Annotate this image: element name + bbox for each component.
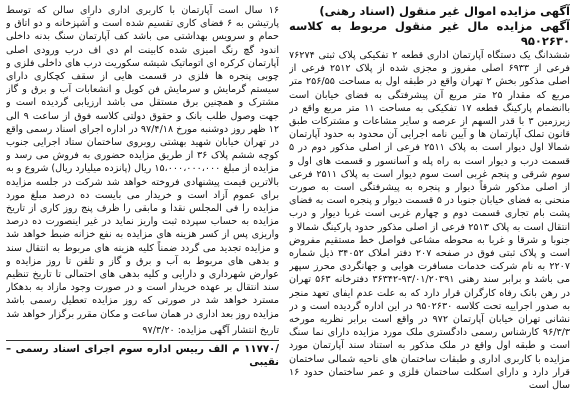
- publish-date: تاریخ انتشار آگهی مزایده: ۹۷/۳/۲۰: [142, 324, 279, 336]
- notice-body-right: ششدانگ یک دستگاه آپارتمان اداری قطعه ۲ تفکیکی پلاک ثبتی ۷۶۲۷۴ فرعی از ۶۹۳۳ اصلی مفروز و مجزی شده از پلاک ۲۵۱۲ فرعی از اصلی مذکور بخش ۲ تهران واقع در طبقه اول به مساحت ۲۵۶/۵۵ متر مربع که مقدار ۲۵ متر مربع آن پیشرفتگی به فضای خیابان است باانضمام پارکینگ قطعه ۱۷ تفکیکی به مساحت ۱۱ متر مربع واقع در زیرزمین ۳ با قدر السهم از عرصه و سایر مشاعات و مشترکات طبق قانون تملک آپارتمان ها و آیین نامه اجرایی آن محدود به حدود آپارتمان شمالا اول دیوار است به پلاک ۲۵۱۱ فرعی از اصلی مذکور دوم در ۵ قسمت درب و دیوار است به راه پله و آسانسور و قسمت های اول و سوم شرقی و پنجم غربی است سوم دیوار است به پلاک ۲۵۱۱ فرعی از اصلی مذکور شرقاً دیوار و پنجره به پیشرفتگی است به صورت منحنی به فضای خیابان جنوبا در ۵ قسمت دیوار و پنجره است به فضای پشت بام تجاری قسمت دوم و چهارم غربی است غربا دیوار و درب انتقال است به پلاک ۲۵۱۳ فرعی از اصلی مذکور حدود پارکینگ شمالا و جنوبا و شرقا و غربا به محوطه مشاعی فواصل خط مستقیم مفروض است و پلاک ثبتی فوق در صفحه ۲۰۷ دفتر املاک ۳۴۰۵۲ ذیل شماره ۲۲۰۷ به نام شرکت خدمات مسافرت هوایی و جهانگردی محرز سپهر می باشد و برابر سند رهنی ۹۳/۰۱/۲۰۳۹۱-۳۶۳۴۲ دفترخانه ۵۶۳ تهران در رهن بانک رفاه کارگران قرار دارد که به علت عدم ایفای تعهد منجر به صدور اجراییه تحت کلاسه ۹۵۰۲۶۳۰ در این اداره گردیده است و در نشانی تهران خیابان آپارتمان ۹۷۲ در واقع است برابر نظریه مورخه ۹۶/۳/۳ کارشناس رسمی دادگستری ملک مورد مزایده دارای نما سنگ است و طبقه اول واقع در ملک مذکور به استناد سند آپارتمان مورد مزایده با کاربری اداری و طبقات ساختمان های ناحیه شمالی ساختمان قرار دارد و دارای اسکلت ساختمان فلزی و عمر ساختمان حدود ۱۶ سال است: [289, 50, 570, 392]
- notice-title: آگهی مزایده اموال غیر منقول (اسناد رهنی): [319, 4, 570, 18]
- signature-line: /۱۱۷۷۰ م الف رییس اداره سوم اجرای اسناد رسمی – نقیبی: [6, 340, 279, 369]
- right-column: [289, 4, 570, 400]
- notice-subtitle: آگهی مزایده مال غیر منقول مربوط به کلاسه ۹۵۰۲۶۳۰: [289, 19, 570, 48]
- notice-body-left: ۱۶ سال است آپارتمان با کاربری اداری دارای سالن که توسط پارتیشن به ۶ فضای کاری تقسیم شده است و آشپزخانه و دو اتاق و حمام و سرویس بهداشتی می باشد کف آپارتمان سنگ بدنه داخلی اندود گچ رنگ امیزی شده کابینت ام دی اف درب ورودی اصلی آپارتمان کرکره ای اتوماتیک شیشه سکوریت درب های داخلی فلزی و چوبی پنجره ها فلزی در قسمت هایی از سقف کچکاری دارای سیستم گرمایش و سرمایش فن کویل و انشعابات آب و برق و گاز مشترک و همچنین برق مستقل می باشد ارزیابی گردیده است و جهت وصول طلب بانک و حقوق دولتی کلاسه فوق از ساعت ۹ الی ۱۲ ظهر روز دوشنبه مورخ ۹۷/۴/۱۸ در اداره اجرای اسناد رسمی واقع در تهران خیابان شهید بهشتی روبروی ساختمان ستاد اجرایی جنوب کوچه ششم پلاک ۳۶ از طریق مزایده حضوری به فروش می رسد و مزایده از مبلغ ۱۵،۰۰۰،۰۰۰،۰۰۰ ریال (پانزده میلیارد ریال) شروع و به بالاترین قیمت پیشنهادی فروخته خواهد شد شرکت در جلسه مزایده برای عموم آزاد است و خریدار می بایست ده درصد مبلغ مورد مزایده را فی المجلس نقدا و مابقی را ظرف پنج روز کاری از تاریخ مزایده به حساب سپرده ثبت واریز نماید در غیر اینصورت ده درصد واریزی پس از کسر هزینه های مزایده به نفع خزانه ضبط خواهد شد و مزایده تجدید می گردد ضمناً کلیه هزینه های مربوط به انتقال سند و بدهی های مربوط به آب و برق و گاز و تلفن تا روز مزایده و عوارض شهرداری و دارایی و کلیه بدهی های احتمالی تا تاریخ تنظیم سند انتقال بر عهده خریدار است و در صورت وجود مازاد به بدهکار مسترد خواهد شد در صورتی که روز مزایده تعطیل رسمی باشد مزایده روز بعد اداری در همان ساعت و مکان مقرر برگزار خواهد شد: [6, 5, 279, 320]
- left-column: [6, 4, 279, 400]
- notice-columns: [6, 4, 570, 400]
